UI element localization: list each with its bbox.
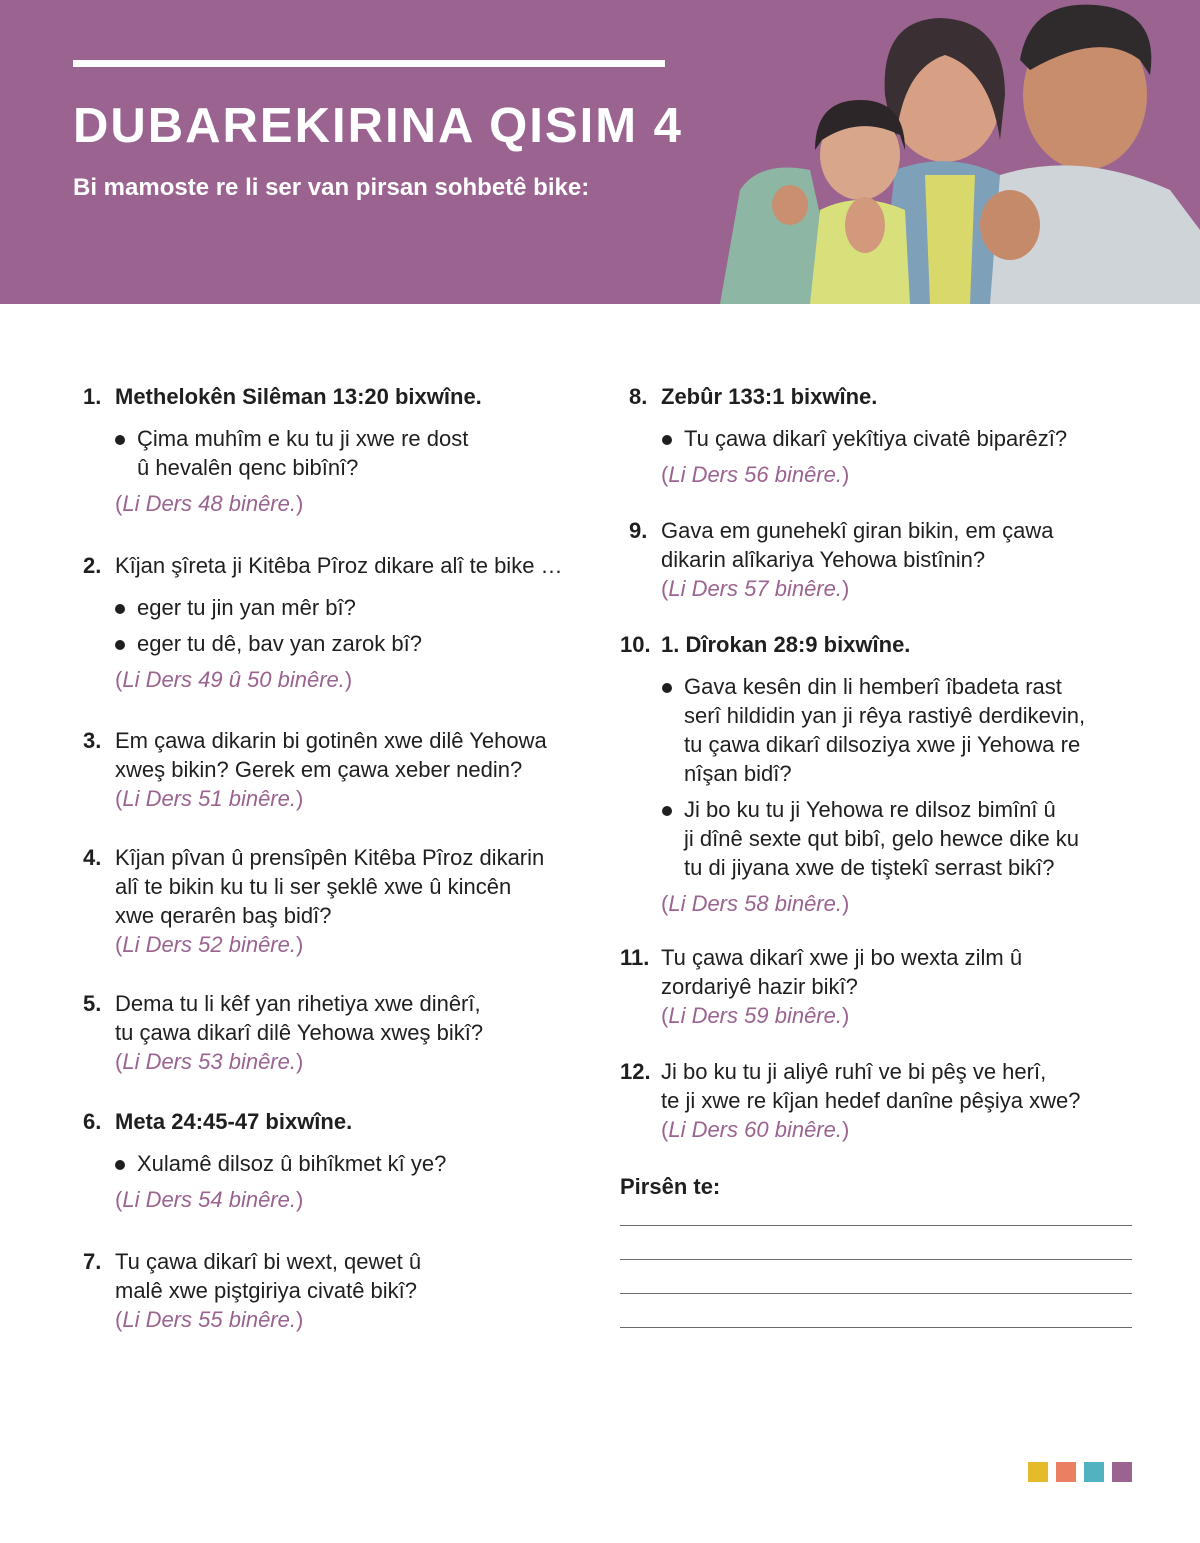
question-10 (620, 630, 1140, 918)
question-number: 6. (83, 1109, 102, 1134)
family-praying-illustration (700, 0, 1200, 304)
page-title: DUBAREKIRINA QISIM 4 (73, 99, 683, 153)
bullet-text: tu di jiyana xwe de tiştekî serrast bikî? (684, 855, 1055, 880)
lesson-reference: (Li Ders 51 binêre.) (115, 786, 304, 811)
question-text: alî te bikin ku tu li ser şeklê xwe û kincên (115, 874, 512, 899)
bullet-dot (115, 1160, 125, 1170)
bullet-text: Ji bo ku tu ji Yehowa re dilsoz bimînî û (684, 797, 1056, 822)
your-questions-label: Pirsên te: (620, 1174, 721, 1199)
question-text: xweş bikin? Gerek em çawa xeber nedin? (115, 757, 523, 782)
question-number: 12. (620, 1059, 651, 1084)
question-text: te ji xwe re kîjan hedef danîne pêşiya xwe? (661, 1088, 1081, 1113)
question-number: 1. (83, 384, 102, 409)
bullet-dot (115, 435, 125, 445)
question-text: Tu çawa dikarî bi wext, qewet û (115, 1249, 422, 1274)
question-9 (620, 516, 1140, 603)
bullet-dot (115, 604, 125, 614)
question-6 (83, 1107, 593, 1214)
bullet-text: ji dînê sexte qut bibî, gelo hewce dike ku (684, 826, 1080, 851)
lesson-reference: (Li Ders 60 binêre.) (661, 1117, 850, 1142)
question-text: Tu çawa dikarî xwe ji bo wexta zilm û (661, 945, 1023, 970)
bullet-text: tu çawa dikarî dilsoziya xwe ji Yehowa re (684, 732, 1081, 757)
bullet-text: serî hildidin yan ji rêya rastiyê derdikevin, (684, 703, 1086, 728)
bullet-dot (115, 640, 125, 650)
question-text: tu çawa dikarî dilê Yehowa xweş bikî? (115, 1020, 484, 1045)
swatch-yellow (1028, 1462, 1048, 1482)
bullet-list (83, 1149, 593, 1178)
bullet-dot (662, 435, 672, 445)
question-number: 10. (620, 632, 651, 657)
swatch-teal (1084, 1462, 1104, 1482)
question-12 (620, 1057, 1140, 1144)
lesson-reference: (Li Ders 49 û 50 binêre.) (115, 667, 353, 692)
swatch-orange (1056, 1462, 1076, 1482)
swatch-purple (1112, 1462, 1132, 1482)
question-text: Meta 24:45-47 bixwîne. (115, 1109, 353, 1134)
lesson-reference: (Li Ders 56 binêre.) (661, 462, 850, 487)
question-1 (83, 382, 593, 518)
question-text: Kîjan pîvan û prensîpên Kitêba Pîroz dikarin (115, 845, 545, 870)
question-7 (83, 1247, 593, 1334)
bullet-text: û hevalên qenc bibînî? (137, 455, 359, 480)
bullet-text: Gava kesên din li hemberî îbadeta rast (684, 674, 1062, 699)
question-8 (620, 382, 1140, 489)
question-number: 7. (83, 1249, 102, 1274)
bullet-text: eger tu jin yan mêr bî? (137, 595, 356, 620)
question-5 (83, 989, 593, 1076)
question-text: Gava em gunehekî giran bikin, em çawa (661, 518, 1054, 543)
question-3 (83, 726, 593, 813)
bullet-text: eger tu dê, bav yan zarok bî? (137, 631, 422, 656)
question-text: zordariyê hazir bikî? (661, 974, 858, 999)
question-text: dikarin alîkariya Yehowa bistînin? (661, 547, 986, 572)
bullet-list (620, 424, 1140, 453)
question-text: Em çawa dikarin bi gotinên xwe dilê Yehowa (115, 728, 547, 753)
lesson-reference: (Li Ders 48 binêre.) (115, 491, 304, 516)
lesson-reference: (Li Ders 58 binêre.) (661, 891, 850, 916)
bullet-text: nîşan bidî? (684, 761, 792, 786)
writing-line[interactable] (620, 1259, 1132, 1260)
bullet-item (620, 424, 1140, 453)
bullet-item (620, 795, 1140, 882)
writing-line[interactable] (620, 1327, 1132, 1328)
lesson-reference: (Li Ders 54 binêre.) (115, 1187, 304, 1212)
bullet-item (83, 1149, 593, 1178)
bullet-text: Xulamê dilsoz û bihîkmet kî ye? (137, 1151, 447, 1176)
question-text: Ji bo ku tu ji aliyê ruhî ve bi pêş ve herî, (661, 1059, 1047, 1084)
lesson-reference: (Li Ders 52 binêre.) (115, 932, 304, 957)
bullet-list (83, 593, 593, 658)
writing-line[interactable] (620, 1225, 1132, 1226)
question-text: malê xwe piştgiriya civatê bikî? (115, 1278, 418, 1303)
question-number: 11. (620, 945, 650, 970)
question-text: 1. Dîrokan 28:9 bixwîne. (661, 632, 911, 657)
lesson-reference: (Li Ders 59 binêre.) (661, 1003, 850, 1028)
lesson-reference: (Li Ders 55 binêre.) (115, 1307, 304, 1332)
question-2 (83, 551, 593, 694)
question-text: Methelokên Silêman 13:20 bixwîne. (115, 384, 482, 409)
question-number: 8. (629, 384, 648, 409)
question-text: Dema tu li kêf yan rihetiya xwe dinêrî, (115, 991, 481, 1016)
question-number: 5. (83, 991, 102, 1016)
color-swatches (1028, 1462, 1132, 1482)
question-text: xwe qerarên baş bidî? (115, 903, 332, 928)
header-banner (0, 0, 1200, 304)
lesson-reference: (Li Ders 57 binêre.) (661, 576, 850, 601)
bullet-item (83, 629, 593, 658)
header-rule (73, 60, 665, 67)
question-4 (83, 843, 593, 959)
page-subtitle: Bi mamoste re li ser van pirsan sohbetê bike: (73, 174, 590, 201)
lesson-reference: (Li Ders 53 binêre.) (115, 1049, 304, 1074)
question-11 (620, 943, 1140, 1030)
bullet-list (83, 424, 593, 482)
bullet-dot (662, 806, 672, 816)
bullet-item (83, 424, 593, 482)
bullet-text: Çima muhîm e ku tu ji xwe re dost (137, 426, 469, 451)
bullet-item (620, 672, 1140, 788)
writing-line[interactable] (620, 1293, 1132, 1294)
question-text: Zebûr 133:1 bixwîne. (661, 384, 878, 409)
bullet-list (620, 672, 1140, 882)
bullet-item (83, 593, 593, 622)
question-number: 3. (83, 728, 102, 753)
question-number: 4. (83, 845, 102, 870)
bullet-dot (662, 683, 672, 693)
question-number: 9. (629, 518, 648, 543)
question-number: 2. (83, 553, 102, 578)
bullet-text: Tu çawa dikarî yekîtiya civatê biparêzî? (684, 426, 1068, 451)
question-text: Kîjan şîreta ji Kitêba Pîroz dikare alî te bike … (115, 553, 563, 578)
